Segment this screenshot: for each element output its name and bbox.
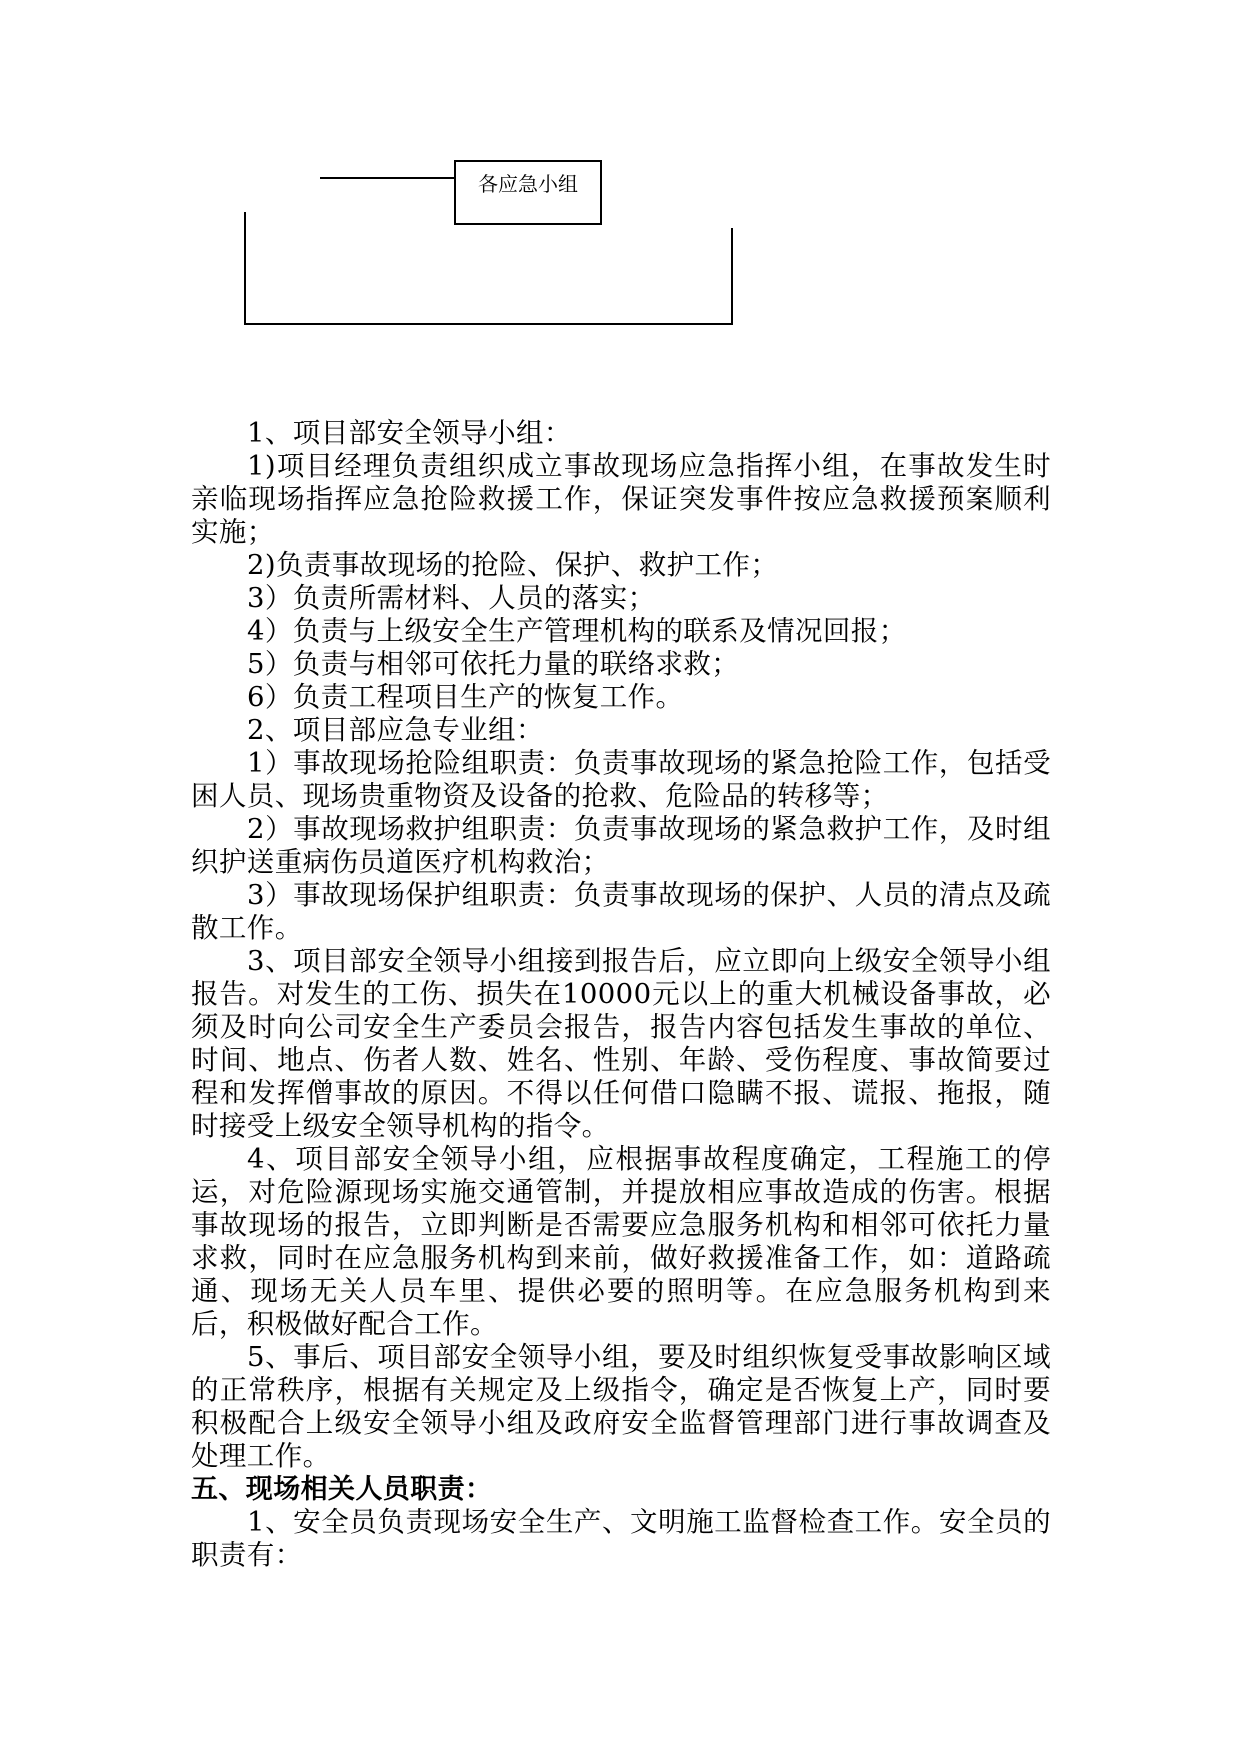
paragraph: 3）负责所需材料、人员的落实； [247, 582, 656, 614]
paragraph: 5）负责与相邻可依托力量的联络求救； [247, 648, 740, 680]
connector-line-right [731, 228, 733, 325]
org-chart-fragment [0, 0, 1240, 360]
section-heading-staff-duties: 五、现场相关人员职责： [191, 1474, 493, 1505]
emergency-groups-box [454, 160, 602, 225]
paragraph: 4、项目部安全领导小组，应根据事故程度确定，工程施工的停运，对危险源现场实施交通管制，并提放相应事故造成的伤害。根据事故现场的报告，立即判断是否需要应急服务机构和相邻可依托力量求救，同时在应急服务机构到来前，做好救援准备工作，如：道路疏通、现场无关人员车里、提供必要的照明等。在应急服务机构到来后，积极做好配合工作。 [191, 1143, 1051, 1340]
paragraph: 4）负责与上级安全生产管理机构的联系及情况回报； [247, 615, 907, 647]
paragraph: 2）事故现场救护组职责：负责事故现场的紧急救护工作，及时组织护送重病伤员道医疗机构救治； [191, 813, 1051, 878]
paragraph: 2)负责事故现场的抢险、保护、救护工作； [247, 549, 779, 581]
section-heading-leadership-group: 1、项目部安全领导小组： [247, 417, 572, 449]
emergency-groups-label: 各应急小组 [478, 172, 578, 196]
section-heading-professional-group: 2、项目部应急专业组： [247, 714, 544, 746]
paragraph: 5、事后、项目部安全领导小组，要及时组织恢复受事故影响区域的正常秩序，根据有关规定及上级指令，确定是否恢复上产，同时要积极配合上级安全领导小组及政府安全监督管理部门进行事故调查及处理工作。 [191, 1341, 1051, 1472]
paragraph: 6）负责工程项目生产的恢复工作。 [247, 681, 684, 713]
paragraph: 1）事故现场抢险组职责：负责事故现场的紧急抢险工作，包括受困人员、现场贵重物资及设备的抢救、危险品的转移等； [191, 747, 1051, 812]
connector-line-top [320, 177, 454, 179]
paragraph: 1)项目经理负责组织成立事故现场应急指挥小组，在事故发生时亲临现场指挥应急抢险救援工作，保证突发事件按应急救援预案顺利实施； [191, 450, 1051, 548]
paragraph: 3、项目部安全领导小组接到报告后，应立即向上级安全领导小组报告。对发生的工伤、损失在10000元以上的重大机械设备事故，必须及时向公司安全生产委员会报告，报告内容包括发生事故的单位、时间、地点、伤者人数、姓名、性别、年龄、受伤程度、事故简要过程和发挥僧事故的原因。不得以任何借口隐瞒不报、谎报、拖报，随时接受上级安全领导机构的指令。 [191, 945, 1051, 1142]
paragraph: 3）事故现场保护组职责：负责事故现场的保护、人员的清点及疏散工作。 [191, 879, 1051, 944]
connector-line-bottom [244, 323, 733, 325]
paragraph: 1、安全员负责现场安全生产、文明施工监督检查工作。安全员的职责有： [191, 1506, 1051, 1571]
connector-line-left [244, 212, 246, 325]
document-body [191, 417, 1051, 1572]
